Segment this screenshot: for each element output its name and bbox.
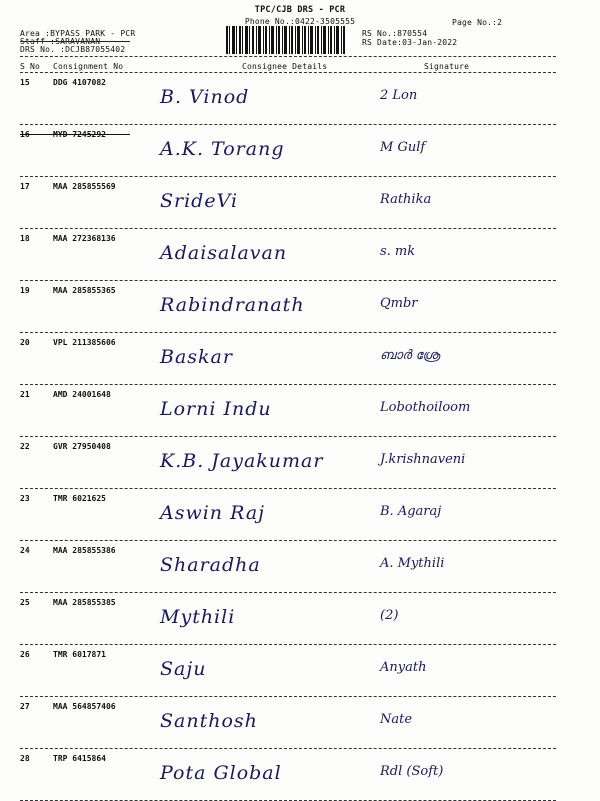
- row-consignee-handwritten: Aswin Raj: [160, 502, 266, 524]
- page-number: Page No.:2: [452, 18, 503, 27]
- row-divider: [20, 592, 556, 593]
- row-consignee-handwritten: Mythili: [160, 606, 236, 628]
- row-signature: B. Agaraj: [380, 504, 442, 519]
- row-sno: 21: [20, 390, 30, 399]
- rs-date: RS Date:03-Jan-2022: [362, 38, 458, 47]
- row-consignee-handwritten: Lorni Indu: [160, 398, 272, 420]
- row-consignment-no: MAA 564857406: [53, 702, 116, 711]
- row-divider: [20, 748, 556, 749]
- row-divider: [20, 384, 556, 385]
- row-signature: A. Mythili: [380, 556, 445, 571]
- column-divider: [20, 72, 556, 73]
- row-divider: [20, 332, 556, 333]
- row-signature: Lobothoiloom: [380, 400, 471, 415]
- row-sno: 19: [20, 286, 30, 295]
- row-consignment-no: MAA 285855386: [53, 546, 116, 555]
- row-divider: [20, 540, 556, 541]
- row-consignment-no: TRP 6415864: [53, 754, 106, 763]
- row-divider: [20, 488, 556, 489]
- row-consignment-no: MAA 285855365: [53, 286, 116, 295]
- row-signature: J.krishnaveni: [380, 452, 466, 467]
- row-consignee-handwritten: Santhosh: [160, 710, 258, 732]
- row-divider: [20, 696, 556, 697]
- rs-number: RS No.:870554: [362, 29, 428, 38]
- row-sno: 27: [20, 702, 30, 711]
- row-sno: 15: [20, 78, 30, 87]
- sheet-title: TPC/CJB DRS - PCR: [254, 5, 346, 15]
- row-signature: Anyath: [380, 660, 427, 675]
- drs-number: DRS No. :DCJB87055402: [20, 45, 126, 54]
- row-sno: 18: [20, 234, 30, 243]
- row-signature: Rdl (Soft): [380, 764, 444, 779]
- row-consignment-no: MAA 272368136: [53, 234, 116, 243]
- row-divider: [20, 280, 556, 281]
- row-sno: 26: [20, 650, 30, 659]
- phone-number: Phone No.:0422-3505555: [244, 17, 356, 26]
- row-consignee-handwritten: Sharadha: [160, 554, 261, 576]
- row-divider: [20, 124, 556, 125]
- area-label: Area :BYPASS PARK - PCR: [20, 29, 136, 38]
- row-consignment-no: TMR 6017871: [53, 650, 106, 659]
- row-sno: 25: [20, 598, 30, 607]
- row-sno: 28: [20, 754, 30, 763]
- row-signature: Qmbr: [380, 296, 418, 311]
- row-consignment-no: AMD 24001648: [53, 390, 111, 399]
- row-sno: 22: [20, 442, 30, 451]
- row-consignee-handwritten: Adaisalavan: [160, 242, 288, 264]
- row-consignment-no: TMR 6021625: [53, 494, 106, 503]
- row-consignee-handwritten: SrideVi: [160, 190, 239, 212]
- row-consignment-no: GVR 27950408: [53, 442, 111, 451]
- row-consignment-no: DDG 4107082: [53, 78, 106, 87]
- row-consignee-handwritten: Saju: [160, 658, 207, 680]
- row-sno: 24: [20, 546, 30, 555]
- row-signature: s. mk: [380, 244, 416, 259]
- row-signature: 2 Lon: [380, 88, 418, 103]
- row-divider: [20, 644, 556, 645]
- row-consignee-handwritten: Rabindranath: [160, 294, 305, 316]
- row-sno: 17: [20, 182, 30, 191]
- row-sno: 20: [20, 338, 30, 347]
- row-consignee-handwritten: K.B. Jayakumar: [160, 450, 324, 472]
- row-divider: [20, 436, 556, 437]
- row-strike-line: [20, 134, 130, 135]
- row-divider: [20, 228, 556, 229]
- row-consignee-handwritten: Pota Global: [160, 762, 282, 784]
- row-consignment-no: MAA 285855569: [53, 182, 116, 191]
- row-signature: (2): [380, 608, 399, 623]
- col-header-consignment: Consignment No: [53, 62, 124, 71]
- barcode: [226, 26, 346, 54]
- row-consignment-no: VPL 211385606: [53, 338, 116, 347]
- staff-strike: [20, 41, 130, 42]
- row-signature: M Gulf: [380, 140, 426, 155]
- header-divider: [20, 56, 556, 57]
- row-signature: Rathika: [380, 192, 432, 207]
- col-header-signature: Signature: [424, 62, 470, 71]
- col-header-consignee: Consignee Details: [242, 62, 328, 71]
- row-consignment-no: MAA 285855385: [53, 598, 116, 607]
- row-signature: ബാർ ശ്രേ: [380, 348, 440, 363]
- col-header-sno: S No: [20, 62, 41, 71]
- row-divider: [20, 176, 556, 177]
- row-sno: 23: [20, 494, 30, 503]
- row-consignee-handwritten: B. Vinod: [160, 86, 250, 108]
- row-consignee-handwritten: Baskar: [160, 346, 233, 368]
- row-signature: Nate: [380, 712, 413, 727]
- row-consignee-handwritten: A.K. Torang: [160, 138, 285, 160]
